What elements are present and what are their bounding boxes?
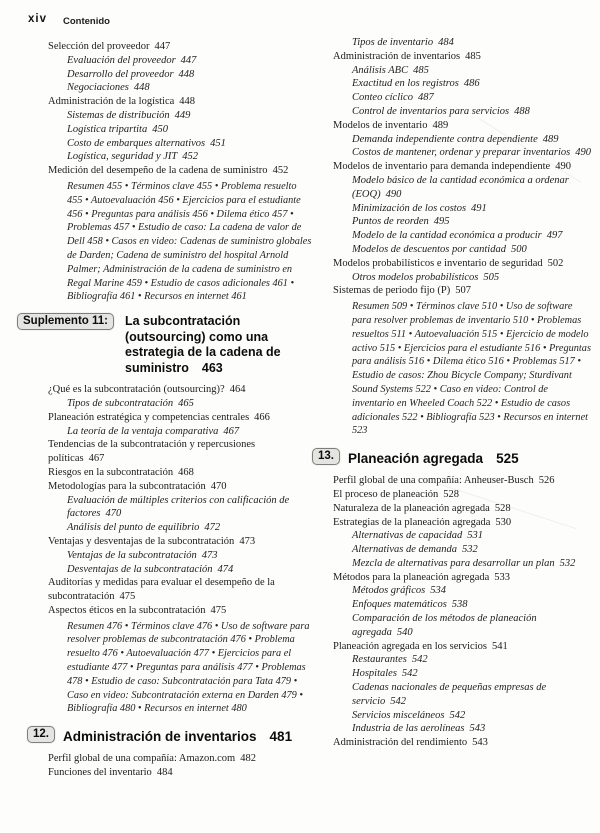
- toc-end-matter: Resumen 476 • Términos clave 476 • Uso de software para resolver problemas de subcontratación 476 • Problema resuelto 476 • Autoevaluación 477 • Ejercicios para el estudiante 477 • Preguntas para análisis 477 • Problemas 478 • Estudio de caso: Subcontratación para Tata 479 • Caso en video: Subcontratación externa en Darden 479 • Bibliografía 480 • Recursos en internet 480: [67, 620, 310, 715]
- toc-entry: [48, 521, 313, 535]
- toc-page-number: 466: [254, 411, 270, 423]
- toc-page-number: 538: [451, 599, 468, 611]
- toc-page-number: 528: [494, 502, 511, 514]
- toc-entry-text: Modelo de la cantidad económica a producir: [352, 230, 542, 242]
- toc-page-number: 449: [174, 109, 191, 121]
- toc-entry: [333, 543, 591, 557]
- toc-entry-text: Modelos de inventario: [333, 119, 428, 131]
- toc-entry-text: ¿Qué es la subcontratación (outsourcing)?: [48, 384, 225, 396]
- toc-entry: [333, 584, 591, 598]
- toc-page-number: 507: [455, 285, 471, 297]
- toc-page-number: 490: [575, 147, 591, 159]
- toc-entry: [333, 174, 591, 202]
- toc-page-number: 474: [217, 563, 234, 575]
- left-column: [23, 40, 313, 780]
- toc-entry: [333, 243, 591, 257]
- toc-entry-text: Exactitud en los registros: [352, 78, 459, 90]
- toc-page-number: 543: [469, 723, 486, 735]
- toc-entry: [48, 397, 313, 411]
- toc-page-number: 464: [229, 384, 246, 396]
- toc-entry: [333, 612, 591, 640]
- toc-entry-text: Logística, seguridad y JIT: [67, 151, 178, 163]
- toc-page-number: 484: [438, 37, 454, 48]
- toc-page-number: 489: [542, 133, 559, 145]
- toc-page-number: 495: [433, 216, 450, 228]
- toc-page-number: 488: [514, 105, 530, 117]
- toc-entry-text: Desarrollo del proveedor: [67, 68, 174, 80]
- toc-entry-text: Desventajas de la subcontratación: [67, 563, 213, 575]
- chapter-title-text: Planeación agregada: [348, 451, 484, 467]
- toc-entry-text: Análisis del punto de equilibrio: [67, 522, 200, 534]
- toc-entry: [48, 466, 313, 480]
- toc-page-number: 467: [88, 453, 105, 465]
- toc-entry-text: Metodologías para la subcontratación: [48, 480, 206, 492]
- toc-page-number: 447: [180, 54, 197, 66]
- toc-entry: [333, 681, 591, 709]
- toc-entry: [333, 36, 591, 50]
- page-number-label: xiv: [28, 13, 47, 25]
- toc-entry: [48, 494, 313, 522]
- toc-page-number: 448: [133, 82, 150, 94]
- toc-page-number: 525: [496, 451, 519, 467]
- toc-page-number: 528: [443, 488, 459, 500]
- toc-entry-text: Análisis ABC: [352, 64, 409, 76]
- toc-entry: [48, 766, 313, 780]
- toc-page-number: 470: [105, 508, 122, 520]
- toc-entry: [333, 709, 591, 723]
- contents-header: Contenido: [63, 16, 110, 27]
- toc-entry: [48, 109, 313, 123]
- toc-entry-text: Riesgos en la subcontratación: [48, 466, 174, 478]
- toc-page-number: 485: [465, 50, 481, 62]
- toc-entry: [333, 474, 591, 488]
- toc-page-number: 532: [559, 557, 576, 569]
- toc-entry-text: Comparación de los métodos de planeación agregada: [352, 613, 537, 638]
- toc-entry-text: Naturaleza de la planeación agregada: [333, 502, 490, 514]
- toc-entry: [48, 137, 313, 151]
- toc-entry-text: Industria de las aerolíneas: [352, 723, 465, 735]
- chapter-heading: [27, 726, 313, 746]
- toc-page-number: 489: [432, 119, 449, 131]
- toc-page-number: 447: [154, 41, 171, 52]
- toc-entry-text: Puntos de reorden: [352, 216, 429, 228]
- toc-entry: [333, 133, 591, 147]
- toc-entry-text: Mezcla de alternativas para desarrollar un plan: [352, 557, 555, 569]
- chapter-title: [348, 448, 519, 468]
- toc-page-number: 542: [411, 654, 428, 666]
- supplement-badge: Suplemento 11:: [17, 313, 114, 330]
- chapter-title-text: Administración de inventarios: [63, 729, 257, 745]
- toc-entry: [333, 529, 591, 543]
- toc-entry: [333, 271, 591, 285]
- toc-entry-text: Alternativas de demanda: [352, 544, 457, 556]
- toc-page-number: 505: [483, 271, 500, 283]
- toc-page-number: 486: [463, 78, 480, 90]
- chapter-number-badge: 13.: [312, 448, 340, 465]
- toc-page-number: 482: [240, 753, 256, 765]
- toc-entry: [48, 123, 313, 137]
- toc-page-number: 475: [210, 604, 227, 616]
- toc-entry: [48, 576, 313, 604]
- toc-entry: [333, 502, 591, 516]
- toc-entry-text: Métodos gráficos: [352, 585, 426, 597]
- toc-entry: [333, 722, 591, 736]
- toc-entry: [333, 488, 591, 502]
- toc-entry-text: Tipos de subcontratación: [67, 397, 174, 409]
- toc-entry: [333, 598, 591, 612]
- toc-entry-text: Costo de embarques alternativos: [67, 137, 206, 149]
- toc-entry-text: Conteo cíclico: [352, 92, 413, 104]
- toc-page-number: 473: [201, 549, 218, 561]
- toc-page-number: 448: [178, 68, 195, 80]
- chapter-title: [63, 726, 292, 746]
- toc-entry: [333, 64, 591, 78]
- toc-entry: [333, 736, 591, 750]
- toc-page-number: 491: [471, 202, 487, 214]
- toc-entry: [333, 105, 591, 119]
- toc-entry-text: Alternativas de capacidad: [352, 530, 463, 542]
- toc-page-number: 463: [201, 360, 223, 375]
- toc-entry: [333, 77, 591, 91]
- toc-entry-text: Perfil global de una compañía: Amazon.com: [48, 753, 236, 765]
- toc-entry-text: Ventajas de la subcontratación: [67, 549, 197, 561]
- toc-entry-text: Costos de mantener, ordenar y preparar inventarios: [352, 147, 571, 159]
- toc-entry: [333, 50, 591, 64]
- toc-entry: [333, 202, 591, 216]
- toc-entry: [48, 563, 313, 577]
- toc-page-number: 502: [547, 257, 564, 269]
- toc-entry: [48, 81, 313, 95]
- toc-entry: [48, 54, 313, 68]
- toc-entry-text: Hospitales: [352, 668, 397, 680]
- toc-entry: [333, 91, 591, 105]
- toc-entry-text: Ventajas y desventajas de la subcontratación: [48, 535, 235, 547]
- toc-entry-text: Cadenas nacionales de pequeñas empresas de servicio: [352, 682, 547, 707]
- supplement-title-text: La subcontratación (outsourcing) como una estrategia de la cadena de suministro: [125, 314, 281, 375]
- chapter-heading: [312, 448, 591, 468]
- toc-entry-text: Servicios misceláneos: [352, 709, 445, 721]
- toc-entry-text: Planeación agregada en los servicios: [333, 640, 487, 652]
- toc-entry: [48, 383, 313, 397]
- toc-entry-text: Enfoques matemáticos: [352, 599, 447, 611]
- toc-entry-text: Logística tripartita: [67, 123, 148, 135]
- toc-entry-text: Sistemas de periodo fijo (P): [333, 285, 451, 297]
- toc-entry-text: Medición del desempeño de la cadena de suministro: [48, 165, 268, 177]
- toc-entry-text: Auditorías y medidas para evaluar el desempeño de la subcontratación: [48, 577, 275, 603]
- toc-page-number: 452: [182, 151, 198, 163]
- toc-page-number: 467: [223, 425, 240, 437]
- toc-entry: [48, 40, 313, 54]
- toc-page-number: 450: [152, 123, 168, 135]
- toc-page-number: 468: [178, 466, 194, 478]
- toc-entry: [333, 119, 591, 133]
- toc-entry-text: La teoría de la ventaja comparativa: [67, 425, 219, 437]
- toc-page-number: 531: [467, 530, 483, 542]
- toc-entry-text: Restaurantes: [352, 654, 407, 666]
- toc-entry: [48, 604, 313, 618]
- toc-page-number: 543: [472, 737, 488, 749]
- toc-entry-text: Administración de inventarios: [333, 50, 461, 62]
- chapter-number-badge: 12.: [27, 726, 55, 743]
- toc-entry-text: Tendencias de la subcontratación y repercusiones políticas: [48, 439, 256, 465]
- toc-page-number: 448: [179, 96, 196, 108]
- toc-entry-text: Estrategias de la planeación agregada: [333, 516, 491, 528]
- toc-entry: [333, 215, 591, 229]
- toc-entry-text: Planeación estratégica y competencias centrales: [48, 411, 250, 423]
- toc-entry-text: Perfil global de una compañía: Anheuser-Busch: [333, 475, 534, 487]
- toc-entry: [333, 284, 591, 298]
- toc-page-number: 541: [491, 640, 508, 652]
- toc-page-number: 534: [430, 585, 446, 597]
- toc-entry-text: Modelos probabilísticos e inventario de seguridad: [333, 257, 543, 269]
- toc-page-number: 500: [510, 243, 527, 255]
- toc-end-matter: Resumen 455 • Términos clave 455 • Problema resuelto 455 • Autoevaluación 456 • Ejercicios para el estudiante 456 • Preguntas para análisis 456 • Dilema ético 457 • Problemas 457 • Estudio de caso: La cadena de valor de Dell 458 • Casos en video: Cadenas de suministro globales de Darden; Cadena de suministro del hospital Arnold Palmer; Administración de la cadena de suministro en Regal Marine 459 • Estudio de casos adicionales 461 • Bibliografía 461 • Recursos en internet 461: [67, 180, 312, 303]
- toc-page-number: 490: [385, 188, 402, 200]
- toc-page-number: 481: [269, 729, 293, 745]
- toc-entry-text: Evaluación de múltiples criterios con calificación de factores: [67, 494, 290, 520]
- toc-end-matter: Resumen 509 • Términos clave 510 • Uso de software para resolver problemas de inventario 510 • Problemas resueltos 511 • Autoevaluación 515 • Ejercicio de modelo activo 515 • Ejercicios para el estudiante 516 • Preguntas para análisis 516 • Dilema ético 516 • Problemas 517 • Estudio de casos: Zhou Bicycle Company; Sturdivant Sound Systems 522 • Caso en video: Control de inventario en Wheeled Coach 522 • Estudio de casos adicionales 522 • Bibliografía 523 • Recursos en internet 523: [352, 301, 591, 437]
- toc-entry-text: Control de inventarios para servicios: [352, 105, 510, 117]
- toc-entry: [48, 438, 313, 466]
- toc-entry-text: El proceso de planeación: [333, 488, 439, 500]
- toc-entry-text: Sistemas de distribución: [67, 109, 170, 121]
- toc-page-number: 540: [396, 626, 413, 638]
- toc-entry: [333, 229, 591, 243]
- toc-entry: [333, 257, 591, 271]
- toc-entry-text: Selección del proveedor: [48, 41, 150, 52]
- toc-page-number: 530: [495, 516, 512, 528]
- toc-entry-text: Funciones del inventario: [48, 767, 152, 779]
- toc-entry-text: Demanda independiente contra dependiente: [352, 133, 538, 145]
- toc-page-number: 473: [239, 535, 256, 547]
- toc-entry: [333, 160, 591, 174]
- toc-entry: [333, 571, 591, 585]
- toc-entry: [48, 164, 313, 178]
- toc-page-number: 465: [178, 397, 194, 409]
- toc-page-number: 526: [538, 475, 555, 487]
- toc-entry: [48, 411, 313, 425]
- toc-entry-text: Modelos de descuentos por cantidad: [352, 243, 506, 255]
- toc-entry-text: Aspectos éticos en la subcontratación: [48, 604, 206, 616]
- toc-page-number: 490: [555, 161, 571, 173]
- toc-page-number: 475: [119, 591, 136, 603]
- toc-page-number: 542: [401, 668, 418, 680]
- toc-page-number: 472: [204, 522, 221, 534]
- toc-page-number: 451: [210, 137, 226, 149]
- toc-entry: [333, 667, 591, 681]
- toc-page-number: 497: [546, 230, 563, 242]
- toc-entry: [48, 68, 313, 82]
- toc-page-number: 452: [272, 165, 289, 177]
- toc-entry-text: Negociaciones: [67, 82, 129, 94]
- toc-entry: [48, 549, 313, 563]
- toc-entry: [333, 557, 591, 571]
- toc-entry-text: Modelo básico de la cantidad económica a ordenar (EOQ): [352, 174, 569, 200]
- toc-entry-text: Minimización de los costos: [352, 202, 467, 214]
- toc-page-number: 484: [156, 767, 173, 779]
- toc-entry-text: Modelos de inventario para demanda independiente: [333, 161, 551, 173]
- toc-entry: [48, 150, 313, 164]
- toc-entry: [333, 146, 591, 160]
- right-column: [318, 36, 591, 750]
- toc-entry-text: Administración de la logística: [48, 96, 175, 108]
- supplement-heading: [17, 313, 313, 376]
- toc-page-number: 485: [413, 64, 429, 76]
- toc-page-number: 542: [449, 709, 466, 721]
- toc-entry: [333, 653, 591, 667]
- toc-page-number: 542: [390, 695, 406, 707]
- toc-entry-text: Métodos para la planeación agregada: [333, 571, 490, 583]
- toc-entry-text: Tipos de inventario: [352, 37, 434, 48]
- toc-entry-text: Otros modelos probabilísticos: [352, 271, 479, 283]
- toc-entry: [48, 425, 313, 439]
- toc-page-number: 533: [494, 571, 511, 583]
- toc-entry: [333, 640, 591, 654]
- toc-page-number: 470: [210, 480, 227, 492]
- toc-entry: [333, 516, 591, 530]
- toc-entry: [48, 95, 313, 109]
- toc-entry: [48, 535, 313, 549]
- toc-page-number: 487: [417, 92, 434, 104]
- toc-entry-text: Evaluación del proveedor: [67, 54, 176, 66]
- toc-entry-text: Administración del rendimiento: [333, 737, 468, 749]
- supplement-title: [125, 313, 297, 376]
- toc-entry: [48, 752, 313, 766]
- toc-entry: [48, 480, 313, 494]
- toc-page-number: 532: [461, 544, 478, 556]
